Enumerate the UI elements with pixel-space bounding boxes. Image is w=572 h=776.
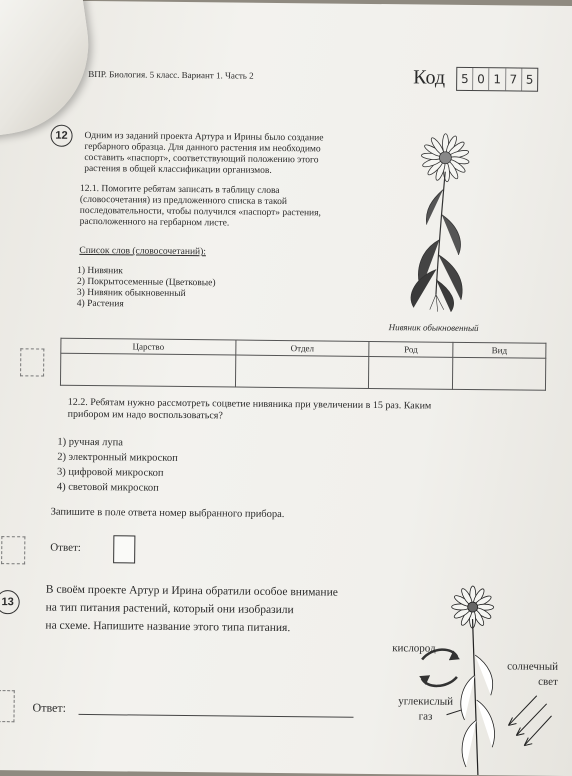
list-item: 4) Растения [76, 298, 124, 310]
text-line: составить «паспорт», соответствующий положению этого [84, 152, 319, 166]
option-item: 2) электронный микроскоп [57, 451, 178, 464]
q12-1-task [80, 184, 380, 231]
text-line: растения в общей классификации организмов. [84, 163, 272, 176]
text-line: В своём проекте Артур и Ирина обратили особое внимание [45, 583, 338, 599]
q12-2-task [68, 397, 558, 426]
table-answer-row [60, 353, 545, 390]
code-digit: 7 [506, 68, 522, 90]
text-line: расположенного на гербарном листе. [79, 216, 230, 229]
question-13-number: 13 [0, 590, 20, 614]
daisy-plant-illustration [386, 129, 518, 320]
q12-2-options [57, 435, 178, 496]
table-header-cell: Род [369, 341, 453, 357]
passport-table [60, 338, 546, 391]
answer-line-13[interactable] [79, 713, 354, 718]
text-line: 12.1. Помогите ребятам записать в таблицу слова [79, 183, 280, 197]
table-header-cell: Вид [453, 342, 546, 358]
word-list-title: Список слов (словосочетаний): [79, 245, 206, 258]
q13-text [45, 581, 376, 638]
table-header-cell: Царство [61, 338, 236, 355]
text-line: 12.2. Ребятам нужно рассмотреть соцветие нивяника при увеличении в 15 раз. Каким [67, 396, 432, 412]
code-digit: 5 [525, 72, 534, 87]
option-item: 1) ручная лупа [57, 436, 123, 449]
answer-label-12: Ответ: [50, 541, 81, 554]
question-12-number: 12 [50, 125, 72, 147]
answer-cell[interactable] [60, 353, 235, 387]
option-item: 3) цифровой микроскоп [57, 466, 164, 479]
text-line: последовательности, чтобы получился «паспорт» растения, [79, 205, 321, 219]
oxygen-label: кислород [392, 642, 436, 655]
answer-box-12[interactable] [113, 535, 135, 563]
code-box [456, 67, 538, 92]
code-digit: 0 [473, 68, 489, 90]
text-line: на тип питания растений, который они изобразили [45, 601, 294, 617]
code-label: Код [413, 66, 446, 89]
text-line: прибором им надо воспользоваться? [67, 408, 223, 422]
code-digit: 1 [489, 68, 505, 90]
score-box-12-2 [1, 536, 25, 564]
word-list [77, 266, 216, 311]
page-header: ВПР. Биология. 5 класс. Вариант 1. Часть 2 [88, 68, 254, 81]
answer-label-13: Ответ: [32, 700, 67, 715]
table-header-cell: Отдел [236, 340, 369, 356]
score-box-13 [0, 690, 15, 722]
carbon-dioxide-label: углекислый газ [398, 695, 454, 723]
answer-cell[interactable] [452, 357, 545, 390]
sunlight-label: солнечный свет [507, 660, 559, 688]
score-box-12-1 [20, 348, 44, 376]
answer-cell[interactable] [235, 355, 369, 388]
list-item: 3) Нивяник обыкновенный [76, 287, 186, 300]
list-item: 2) Покрытосеменные (Цветковые) [77, 276, 216, 289]
illustration-caption: Нивяник обыкновенный [388, 322, 479, 334]
text-line: на схеме. Напишите название этого типа питания. [45, 619, 291, 635]
option-item: 4) световой микроскоп [56, 481, 159, 494]
text-line: (словосочетания) из предложенного списка в такой [79, 194, 288, 208]
q12-intro [84, 131, 384, 178]
list-item: 1) Нивяник [77, 265, 123, 277]
text-line: Одним из заданий проекта Артура и Ирины было создание [84, 130, 324, 144]
code-digit: 5 [457, 68, 473, 90]
text-line: гербарного образца. Для данного растения им необходимо [84, 141, 321, 155]
q12-2-instruction: Запишите в поле ответа номер выбранного прибора. [50, 506, 285, 521]
answer-cell[interactable] [369, 356, 453, 389]
